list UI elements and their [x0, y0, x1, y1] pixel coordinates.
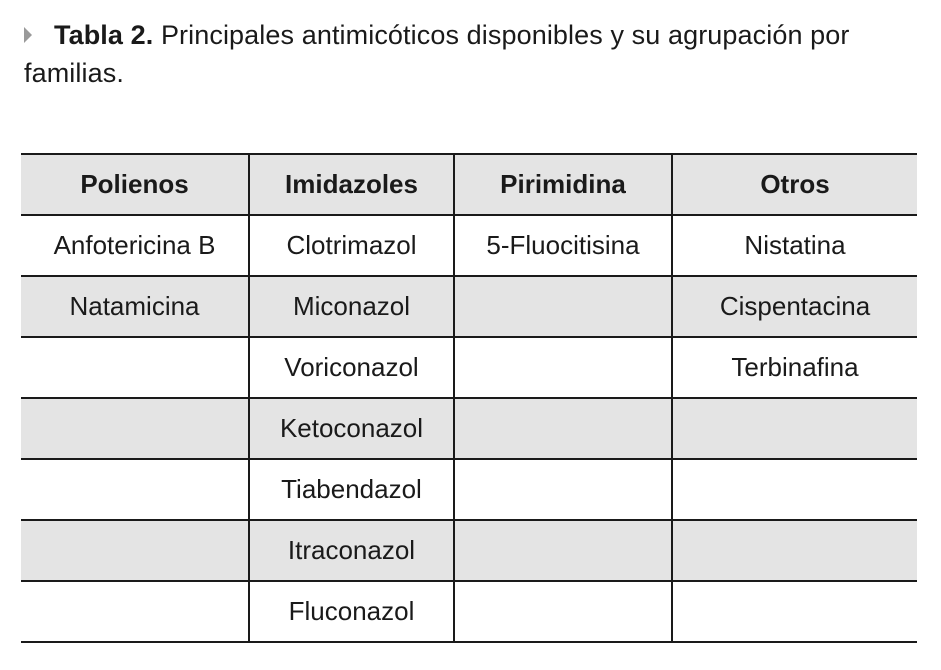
table-row — [21, 276, 917, 337]
table-cell — [21, 520, 249, 581]
table-cell: Anfotericina B — [21, 215, 249, 276]
table-cell — [454, 581, 672, 642]
table-cell — [21, 398, 249, 459]
column-header-polienos: Polienos — [21, 154, 249, 215]
table-cell — [672, 398, 917, 459]
table-cell: 5-Fluocitisina — [454, 215, 672, 276]
caption-label: Tabla 2. — [54, 20, 154, 50]
table-cell: Ketoconazol — [249, 398, 454, 459]
table-cell — [21, 459, 249, 520]
table-row — [21, 459, 917, 520]
column-header-imidazoles: Imidazoles — [249, 154, 454, 215]
table-cell: Fluconazol — [249, 581, 454, 642]
table-row — [21, 337, 917, 398]
table-cell — [454, 398, 672, 459]
table-cell — [672, 459, 917, 520]
column-header-pirimidina: Pirimidina — [454, 154, 672, 215]
column-header-otros: Otros — [672, 154, 917, 215]
table-cell — [454, 520, 672, 581]
table-cell: Itraconazol — [249, 520, 454, 581]
table-cell: Cispentacina — [672, 276, 917, 337]
table-row — [21, 398, 917, 459]
table-row — [21, 581, 917, 642]
table-cell: Miconazol — [249, 276, 454, 337]
caption-marker-icon — [24, 27, 32, 43]
antifungal-table — [21, 153, 917, 643]
table-row — [21, 215, 917, 276]
table-cell: Nistatina — [672, 215, 917, 276]
table-cell: Terbinafina — [672, 337, 917, 398]
table-cell: Clotrimazol — [249, 215, 454, 276]
table-row — [21, 520, 917, 581]
table-cell — [21, 337, 249, 398]
table-cell — [21, 581, 249, 642]
caption-text: Principales antimicóticos disponibles y su agrupación por familias. — [24, 20, 850, 88]
table-cell — [454, 459, 672, 520]
table-cell — [454, 276, 672, 337]
table-cell: Natamicina — [21, 276, 249, 337]
table-cell — [672, 581, 917, 642]
table-cell: Voriconazol — [249, 337, 454, 398]
table-cell — [454, 337, 672, 398]
table-cell — [672, 520, 917, 581]
table-caption — [24, 16, 929, 92]
table-header-row — [21, 154, 917, 215]
table-cell: Tiabendazol — [249, 459, 454, 520]
